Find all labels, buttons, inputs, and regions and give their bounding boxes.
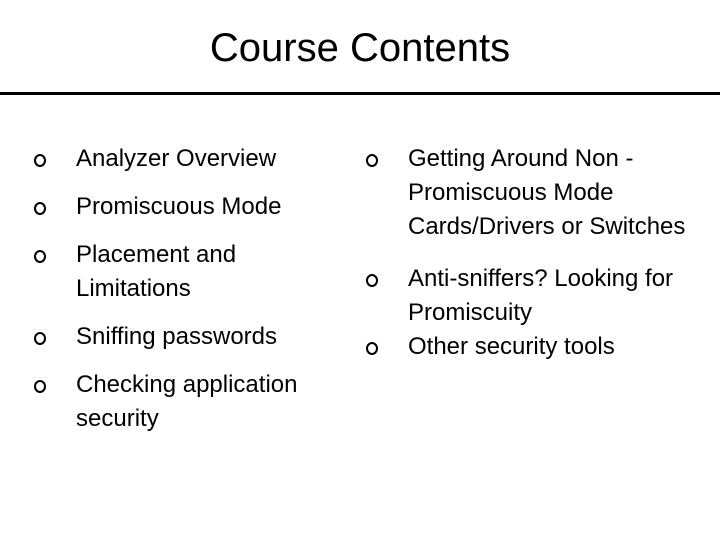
list-item-text: Sniffing passwords <box>76 323 277 350</box>
title-divider <box>0 92 720 95</box>
bullet-icon <box>34 380 46 393</box>
list-item <box>366 262 686 330</box>
list-item-text: Other security tools <box>408 333 615 360</box>
list-item-text: Placement and Limitations <box>76 241 237 302</box>
list-item-text: Checking application security <box>76 371 298 432</box>
bullet-icon <box>34 154 46 167</box>
list-item <box>34 190 334 224</box>
right-bullet-list <box>366 142 686 364</box>
list-item <box>34 368 334 436</box>
list-item-text: Promiscuous Mode <box>76 193 282 220</box>
list-item <box>34 142 334 176</box>
list-item-text: Anti-sniffers? Looking for Promiscuity <box>408 265 674 326</box>
bullet-icon <box>34 250 46 263</box>
bullet-icon <box>366 274 378 287</box>
list-item-text: Getting Around Non -Promiscuous Mode Cards/Drivers or Switches <box>408 145 686 240</box>
bullet-icon <box>366 154 378 167</box>
list-item <box>34 320 334 354</box>
list-item-text: Analyzer Overview <box>76 145 277 172</box>
left-bullet-list <box>34 142 334 450</box>
bullet-icon <box>34 332 46 345</box>
list-item <box>366 142 686 244</box>
bullet-icon <box>34 202 46 215</box>
slide-title: Course Contents <box>209 26 511 70</box>
list-item <box>34 238 334 306</box>
bullet-icon <box>366 342 378 355</box>
list-item <box>366 330 686 364</box>
